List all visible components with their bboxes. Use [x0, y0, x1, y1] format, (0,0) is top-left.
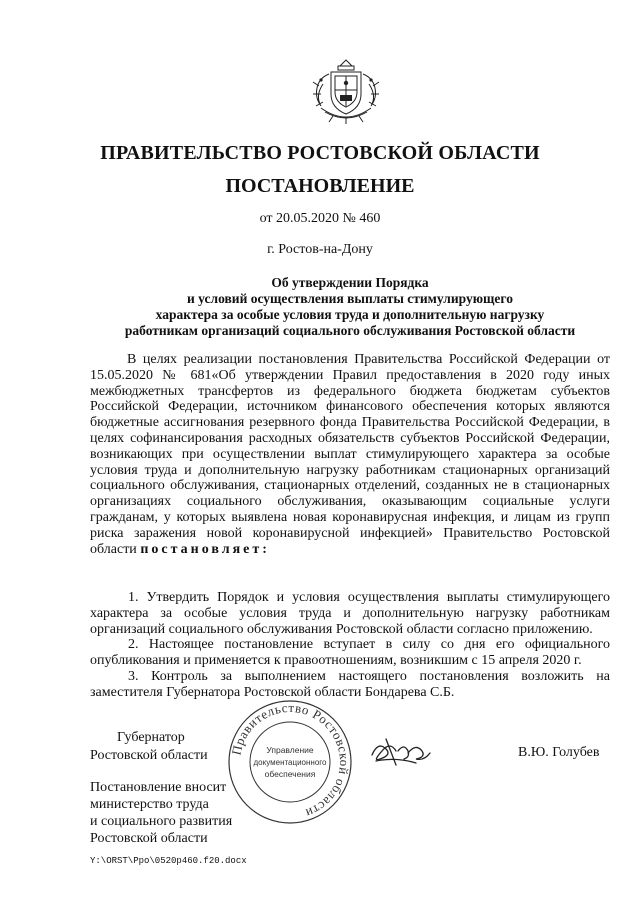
resolution-item: 3. Контроль за выполнением настоящего постановления возложить на заместителя Губернатора Ростовской области Бондарева С.Б. — [90, 668, 610, 700]
stamp-center-line: обеспечения — [264, 769, 316, 779]
official-stamp — [225, 697, 355, 827]
signer-position — [90, 729, 208, 765]
stamp-ring-text: Правительство Ростовской области — [228, 699, 353, 822]
file-path-footer: Y:\ORST\Ppo\0520p460.f20.docx — [90, 856, 247, 866]
handwritten-signature — [368, 733, 438, 773]
resolution-item: 2. Настоящее постановление вступает в силу со дня его официального опубликования и применяется к правоотношениям, возникшим с 15 апреля 2020 г. — [90, 637, 610, 669]
resolves-word: постановляет — [140, 541, 263, 557]
title-line: характера за особые условия труда и дополнительную нагрузку — [155, 307, 545, 322]
document-date-number: от 20.05.2020 № 460 — [259, 211, 381, 226]
submitted-by-line: Ростовской области — [90, 831, 208, 846]
government-heading: ПРАВИТЕЛЬСТВО РОСТОВСКОЙ ОБЛАСТИ — [100, 142, 540, 164]
document-type-heading: ПОСТАНОВЛЕНИЕ — [225, 175, 415, 197]
stamp-center-line: документационного — [253, 758, 327, 767]
stamp-center-line: Управление — [266, 745, 314, 755]
preamble-text: В целях реализации постановления Правительства Российской Федерации от 15.05.2020 № 681«Об утверждении Правил предоставления в 2020 году иных межбюджетных трансфертов из федерального бюджета бюджетам субъектов Российской Федерации, источником финансового обеспечения которых являются бюджетные ассигнования резервного фонда Правительства Российской Федерации, в целях софинансирования расходных обязательств субъектов Российской Федерации, возникающих при осуществлении выплат стимулирующего характера за особые условия труда и дополнительную нагрузку работникам стационарных организаций социального обслуживания, стационарных отделений, созданных не в стационарных организациях социального обслуживания, оказывающим социальные услуги гражданам, у которых выявлена новая коронавирусная инфекция, и лицам из групп риска заражения новой коронавирусной инфекцией» Правительство Ростовской области — [90, 352, 610, 557]
signer-name: В.Ю. Голубев — [518, 745, 600, 760]
resolution-item: 1. Утвердить Порядок и условия осуществления выплаты стимулирующего характера за особые условия труда и дополнительную нагрузку работникам организаций социального обслуживания Ростовской области согласно приложению. — [90, 590, 610, 637]
preamble-paragraph — [90, 352, 610, 557]
submitted-by — [90, 779, 232, 847]
document-title — [90, 275, 610, 339]
title-line: Об утверждении Порядка — [271, 275, 429, 290]
signer-position-line: Губернатор — [117, 730, 185, 745]
resolution-items — [90, 590, 610, 701]
document-city: г. Ростов-на-Дону — [267, 242, 373, 257]
title-line: работникам организаций социального обслуживания Ростовской области — [124, 323, 576, 338]
signer-position-line: Ростовской области — [90, 748, 208, 763]
submitted-by-line: и социального развития — [90, 814, 233, 829]
resolves-colon: : — [262, 541, 267, 557]
submitted-by-line: министерство труда — [90, 797, 209, 812]
title-line: и условий осуществления выплаты стимулирующего — [187, 291, 513, 306]
submitted-by-line: Постановление вносит — [90, 780, 227, 795]
coat-of-arms-emblem — [307, 56, 385, 126]
